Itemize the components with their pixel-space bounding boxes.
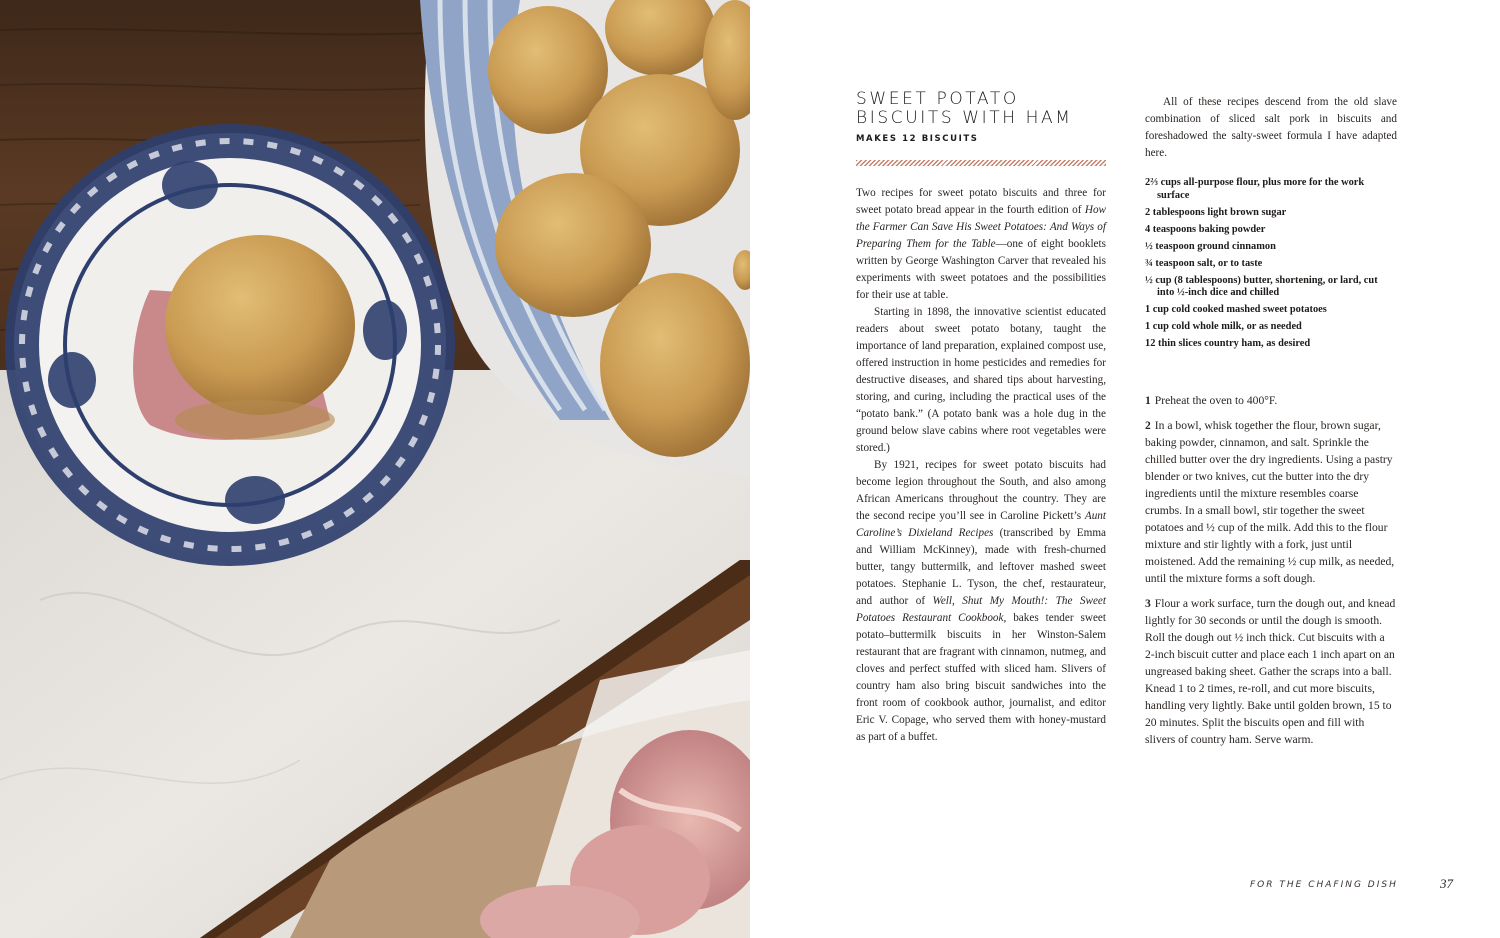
step-item <box>1145 392 1397 409</box>
ingredient-item: ½ teaspoon ground cinnamon <box>1145 240 1276 252</box>
ingredient-item: 2 tablespoons light brown sugar <box>1145 206 1287 218</box>
text-run: By 1921, recipes for sweet potato biscuits had become legion throughout the South, and also among African Americans throughout the country. They are the second recipe you’ll see in Caroline Pickett’s <box>856 459 1106 522</box>
step-number: 1 <box>1145 394 1151 407</box>
book-title: Well, Shut My Mouth!: The Sweet Potatoes Restaurant Cookbook, <box>856 595 1106 624</box>
recipe-title: SWEET POTATO BISCUITS WITH HAM <box>856 89 1073 128</box>
step-number: 2 <box>1145 419 1151 432</box>
text-run: —one of eight booklets written by George Washington Carver that revealed his experiments with sweet potatoes and the possibilities for their use at table. <box>856 238 1106 301</box>
intro-paragraph-2: Starting in 1898, the innovative scientist educated readers about sweet potato botany, taught the importance of land preparation, explained compost use, offered instruction in home pesticides and remedies for destructive diseases, and shared tips about harvesting, storing, and curing, including the practical uses of the “potato bank.” (A potato bank was a hole dug in the ground below slave cabins where root vegetables were stored.) <box>856 306 1106 454</box>
ingredient-item: ½ cup (8 tablespoons) butter, shortening, or lard, cut into ½-inch dice and chilled <box>1145 274 1378 299</box>
decorative-rule <box>856 160 1106 166</box>
step-text: Preheat the oven to 400°F. <box>1154 394 1278 407</box>
step-item <box>1145 595 1397 748</box>
ingredient-item: 1 cup cold whole milk, or as needed <box>1145 321 1302 333</box>
recipe-page <box>750 0 1500 938</box>
ingredient-item: 12 thin slices country ham, as desired <box>1145 338 1311 350</box>
page-number: 37 <box>1440 876 1453 891</box>
intro-paragraph-3 <box>856 457 1106 746</box>
ingredient-item: 4 teaspoons baking powder <box>1145 223 1266 235</box>
ingredient-item: 2⅔ cups all-purpose flour, plus more for the work surface <box>1145 177 1365 201</box>
book-title: How the Farmer Can Save His Sweet Potatoes: And Ways of Preparing Them for the Table <box>856 204 1106 250</box>
ingredient-item: ¾ teaspoon salt, or to taste <box>1145 257 1263 269</box>
step-number: 3 <box>1145 597 1151 610</box>
step-text: Flour a work surface, turn the dough out, and knead lightly for 30 seconds or until the dough is smooth. Roll the dough out ½ inch thick. Cut biscuits with a 2-inch biscuit cutter and place each 1 inch apart on an ungreased baking sheet. Gather the scraps into a ball. Knead 1 to 2 times, re-roll, and cut more biscuits, handling very lightly. Bake until golden brown, 15 to 20 minutes. Split the biscuits open and fill with slivers of country ham. Serve warm. <box>1145 597 1396 746</box>
recipe-intro <box>856 185 1106 746</box>
book-title: Aunt Caroline’s Dixieland Recipes <box>856 510 1106 539</box>
text-run: bakes tender sweet potato–buttermilk biscuits in her Winston-Salem restaurant that are fragrant with cinnamon, nutmeg, and cloves and perfect stuffed with sliced ham. Slivers of country ham also bring biscuit sandwiches into the front room of cookbook author, journalist, and editor Eric V. Copage, who served them with honey-mustard as part of a buffet. <box>856 612 1106 743</box>
intro-paragraph-1 <box>856 185 1106 304</box>
intro-lead-paragraph: All of these recipes descend from the old slave combination of sliced salt pork in biscuits and foreshadowed the salty-sweet formula I have adapted here. <box>1145 96 1397 159</box>
step-text: In a bowl, whisk together the flour, brown sugar, baking powder, cinnamon, and salt. Sprinkle the chilled butter over the dry ingredients. Using a pastry blender or two knives, cut the butter into the dry ingredients until the mixture resembles coarse crumbs. In a small bowl, stir together the sweet potatoes and ½ cup of the milk. Add this to the flour mixture and stir lightly with a fork, just until moistened. Add the remaining ½ cup milk, as needed, until the mixture forms a soft dough. <box>1145 419 1395 585</box>
sandwich-biscuit <box>165 235 355 415</box>
step-list <box>1145 392 1397 756</box>
running-footer: FOR THE CHAFING DISH <box>1250 880 1398 890</box>
ingredient-list <box>1145 177 1397 355</box>
text-run: Two recipes for sweet potato biscuits and three for sweet potato bread appear in the fourth edition of <box>856 187 1106 216</box>
ingredient-item: 1 cup cold cooked mashed sweet potatoes <box>1145 304 1327 316</box>
step-item <box>1145 417 1397 587</box>
recipe-yield: MAKES 12 BISCUITS <box>856 134 979 144</box>
text-run: (transcribed by Emma and William McKinney), made with fresh-churned butter, tangy buttermilk, and leftover mashed sweet potatoes. Stephanie L. Tyson, the chef, restaurateur, and author of <box>856 527 1106 607</box>
